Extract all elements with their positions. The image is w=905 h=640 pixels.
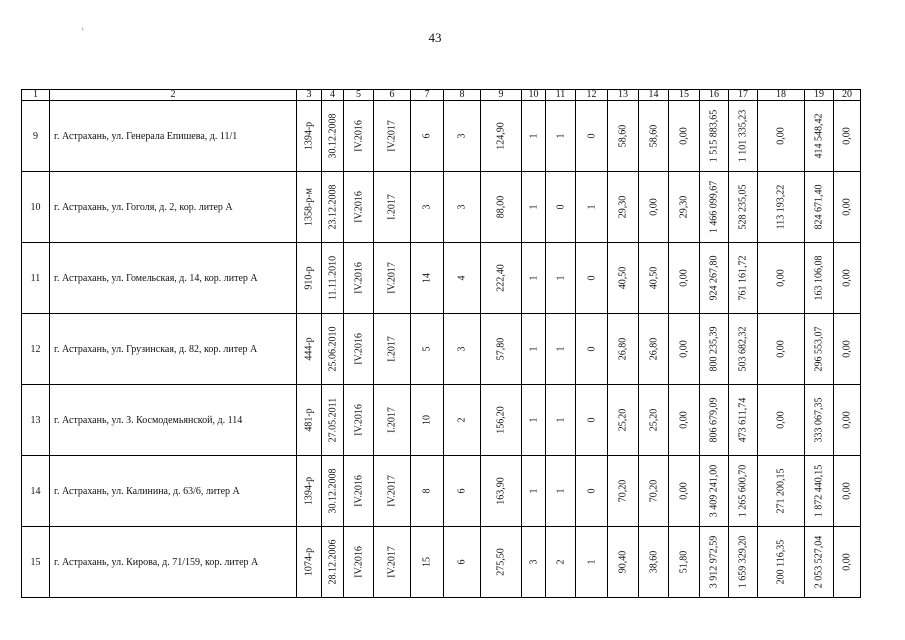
col-19-value: 414 548,42 <box>813 113 825 159</box>
column-header-18: 18 <box>758 90 805 101</box>
col-17-value: 503 682,32 <box>737 326 749 372</box>
col-15-cell <box>669 527 700 598</box>
column-header-11: 11 <box>546 90 576 101</box>
corner-mark: ᵗ <box>82 25 84 35</box>
col-15-value: 0,00 <box>678 269 690 287</box>
col-17-value: 528 235,05 <box>737 184 749 230</box>
col-7-cell <box>411 385 444 456</box>
start-period-value: IV.2016 <box>353 404 364 436</box>
col-18-value: 0,00 <box>775 269 787 287</box>
document-date-cell <box>322 243 344 314</box>
col-20-cell <box>834 527 861 598</box>
column-header-9: 9 <box>481 90 522 101</box>
col-12-value: 0 <box>586 417 597 423</box>
col-15-value: 51,80 <box>678 550 690 574</box>
col-9-value: 275,50 <box>495 548 507 576</box>
col-18-value: 113 193,22 <box>775 184 787 230</box>
end-period-cell <box>374 385 411 456</box>
col-10-value: 1 <box>528 133 539 139</box>
col-13-cell <box>608 172 639 243</box>
col-13-value: 58,60 <box>617 124 629 148</box>
document-date-value: 27.05.2011 <box>327 397 338 443</box>
col-7-value: 6 <box>421 133 433 139</box>
end-period-cell <box>374 456 411 527</box>
address-cell: г. Астрахань, ул. Кирова, д. 71/159, кор. литер А <box>50 527 297 598</box>
col-15-value: 0,00 <box>678 340 690 358</box>
col-9-value: 156,20 <box>495 406 507 434</box>
col-19-value: 824 671,40 <box>813 184 825 230</box>
col-11-cell <box>546 314 576 385</box>
col-9-value: 163,90 <box>495 477 507 505</box>
col-20-value: 0,00 <box>841 553 853 571</box>
col-9-value: 57,80 <box>495 337 507 361</box>
col-13-value: 70,20 <box>617 479 629 503</box>
col-13-cell <box>608 243 639 314</box>
col-12-cell <box>576 385 608 456</box>
col-18-cell <box>758 385 805 456</box>
column-header-20: 20 <box>834 90 861 101</box>
col-15-value: 0,00 <box>678 482 690 500</box>
col-12-value: 0 <box>586 346 597 352</box>
end-period-cell <box>374 172 411 243</box>
col-10-value: 1 <box>528 346 539 352</box>
col-20-cell <box>834 385 861 456</box>
col-9-value: 88,00 <box>495 195 507 219</box>
document-date-value: 25.06.2010 <box>327 326 338 372</box>
col-18-cell <box>758 314 805 385</box>
col-9-cell <box>481 314 522 385</box>
col-16-cell <box>700 385 729 456</box>
start-period-cell <box>344 314 374 385</box>
end-period-cell <box>374 101 411 172</box>
document-date-cell <box>322 101 344 172</box>
col-10-value: 1 <box>528 417 539 423</box>
col-17-cell <box>729 243 758 314</box>
document-number-value: 444-р <box>303 337 315 361</box>
col-18-cell <box>758 527 805 598</box>
col-9-value: 222,40 <box>495 264 507 292</box>
column-header-19: 19 <box>805 90 834 101</box>
col-8-value: 6 <box>456 559 468 565</box>
col-14-cell <box>639 385 669 456</box>
column-header-10: 10 <box>522 90 546 101</box>
col-17-cell <box>729 385 758 456</box>
col-16-cell <box>700 243 729 314</box>
col-10-cell <box>522 172 546 243</box>
col-12-value: 0 <box>586 133 597 139</box>
col-11-cell <box>546 172 576 243</box>
row-number-cell: 11 <box>22 243 50 314</box>
column-header-13: 13 <box>608 90 639 101</box>
col-11-cell <box>546 527 576 598</box>
col-7-value: 3 <box>421 204 433 210</box>
end-period-value: IV.2017 <box>386 262 398 294</box>
col-10-value: 3 <box>528 559 539 565</box>
col-19-value: 333 067,35 <box>813 397 825 443</box>
column-header-3: 3 <box>297 90 322 101</box>
document-number-cell <box>297 314 322 385</box>
col-14-value: 70,20 <box>648 479 659 503</box>
col-15-cell <box>669 172 700 243</box>
col-12-cell <box>576 456 608 527</box>
table-row <box>22 456 861 527</box>
document-number-value: 1394-р <box>303 121 315 151</box>
column-header-5: 5 <box>344 90 374 101</box>
register-table <box>21 89 861 598</box>
col-8-value: 3 <box>456 133 468 139</box>
end-period-cell <box>374 527 411 598</box>
col-10-cell <box>522 456 546 527</box>
col-14-cell <box>639 456 669 527</box>
col-13-cell <box>608 314 639 385</box>
end-period-value: IV.2017 <box>386 120 398 152</box>
col-17-value: 473 611,74 <box>737 397 749 443</box>
col-11-value: 1 <box>555 488 566 494</box>
col-7-value: 14 <box>421 273 433 283</box>
col-18-value: 0,00 <box>775 411 787 429</box>
document-number-cell <box>297 101 322 172</box>
col-12-value: 0 <box>586 488 597 494</box>
col-8-cell <box>444 527 481 598</box>
col-19-cell <box>805 101 834 172</box>
col-14-value: 38,60 <box>648 550 659 574</box>
col-15-value: 29,30 <box>678 195 690 219</box>
col-16-cell <box>700 314 729 385</box>
document-date-cell <box>322 456 344 527</box>
document-date-cell <box>322 172 344 243</box>
col-19-cell <box>805 314 834 385</box>
col-10-cell <box>522 314 546 385</box>
document-date-value: 23.12.2008 <box>327 184 338 230</box>
col-11-value: 1 <box>555 133 566 139</box>
col-17-cell <box>729 314 758 385</box>
column-header-17: 17 <box>729 90 758 101</box>
col-11-cell <box>546 243 576 314</box>
col-8-value: 3 <box>456 204 468 210</box>
col-9-cell <box>481 243 522 314</box>
address-cell: г. Астрахань, ул. Генерала Епишева, д. 11/1 <box>50 101 297 172</box>
col-20-value: 0,00 <box>841 198 853 216</box>
column-header-15: 15 <box>669 90 700 101</box>
col-9-cell <box>481 527 522 598</box>
col-20-cell <box>834 314 861 385</box>
col-15-cell <box>669 456 700 527</box>
start-period-cell <box>344 527 374 598</box>
column-header-16: 16 <box>700 90 729 101</box>
col-11-value: 0 <box>555 204 566 210</box>
col-16-value: 3 912 972,59 <box>708 535 720 589</box>
col-13-value: 40,50 <box>617 266 629 290</box>
col-16-value: 800 235,39 <box>708 326 720 372</box>
document-number-value: 910-р <box>303 266 315 290</box>
column-header-4: 4 <box>322 90 344 101</box>
col-18-cell <box>758 172 805 243</box>
col-14-cell <box>639 314 669 385</box>
document-number-value: 481-р <box>303 408 315 432</box>
col-16-value: 1 466 099,67 <box>708 180 720 234</box>
col-14-cell <box>639 172 669 243</box>
start-period-cell <box>344 385 374 456</box>
col-7-value: 10 <box>421 415 433 425</box>
col-14-cell <box>639 101 669 172</box>
col-20-cell <box>834 101 861 172</box>
row-number-cell: 10 <box>22 172 50 243</box>
col-20-value: 0,00 <box>841 482 853 500</box>
document-date-cell <box>322 314 344 385</box>
col-16-value: 924 267,80 <box>708 255 720 301</box>
col-16-cell <box>700 101 729 172</box>
start-period-cell <box>344 101 374 172</box>
document-number-cell <box>297 527 322 598</box>
column-header-12: 12 <box>576 90 608 101</box>
table-row <box>22 314 861 385</box>
document-date-cell <box>322 527 344 598</box>
col-11-value: 1 <box>555 417 566 423</box>
col-9-cell <box>481 385 522 456</box>
col-12-value: 0 <box>586 275 597 281</box>
col-9-value: 124,90 <box>495 122 507 150</box>
end-period-value: IV.2017 <box>386 475 398 507</box>
col-11-value: 2 <box>555 559 566 565</box>
col-12-value: 1 <box>586 559 597 565</box>
col-19-cell <box>805 527 834 598</box>
col-16-value: 806 679,09 <box>708 397 720 443</box>
col-17-value: 1 101 335,23 <box>737 109 749 163</box>
column-header-1: 1 <box>22 90 50 101</box>
col-7-cell <box>411 314 444 385</box>
row-number-cell: 9 <box>22 101 50 172</box>
col-7-value: 8 <box>421 488 433 494</box>
col-18-value: 0,00 <box>775 127 787 145</box>
document-date-value: 30.12.2008 <box>327 113 338 159</box>
col-19-cell <box>805 172 834 243</box>
col-19-cell <box>805 243 834 314</box>
col-18-cell <box>758 101 805 172</box>
col-11-value: 1 <box>555 346 566 352</box>
column-header-14: 14 <box>639 90 669 101</box>
col-20-value: 0,00 <box>841 127 853 145</box>
col-13-value: 29,30 <box>617 195 629 219</box>
col-17-value: 761 161,72 <box>737 255 749 301</box>
address-cell: г. Астрахань, ул. Калинина, д. 63/6, литер А <box>50 456 297 527</box>
row-number-cell: 13 <box>22 385 50 456</box>
col-17-cell <box>729 456 758 527</box>
col-17-cell <box>729 101 758 172</box>
col-7-cell <box>411 527 444 598</box>
col-8-value: 2 <box>456 417 468 423</box>
col-12-cell <box>576 101 608 172</box>
col-15-cell <box>669 385 700 456</box>
document-date-value: 30.12.2008 <box>327 468 338 514</box>
col-8-value: 3 <box>456 346 468 352</box>
col-20-cell <box>834 456 861 527</box>
col-10-cell <box>522 527 546 598</box>
col-17-cell <box>729 172 758 243</box>
col-8-value: 6 <box>456 488 468 494</box>
col-13-cell <box>608 527 639 598</box>
col-8-cell <box>444 385 481 456</box>
col-12-cell <box>576 172 608 243</box>
end-period-value: I.2017 <box>386 407 398 433</box>
col-7-cell <box>411 101 444 172</box>
col-9-cell <box>481 101 522 172</box>
start-period-cell <box>344 172 374 243</box>
col-9-cell <box>481 172 522 243</box>
col-13-value: 25,20 <box>617 408 629 432</box>
address-cell: г. Астрахань, ул. Гомельская, д. 14, кор. литер А <box>50 243 297 314</box>
col-18-value: 0,00 <box>775 340 787 358</box>
document-number-cell <box>297 172 322 243</box>
document-number-cell <box>297 243 322 314</box>
col-7-cell <box>411 172 444 243</box>
col-14-value: 0,00 <box>648 198 659 216</box>
col-19-value: 163 106,08 <box>813 255 825 301</box>
col-10-cell <box>522 385 546 456</box>
col-8-cell <box>444 243 481 314</box>
col-15-cell <box>669 101 700 172</box>
col-8-cell <box>444 172 481 243</box>
col-11-cell <box>546 101 576 172</box>
col-19-cell <box>805 385 834 456</box>
col-20-value: 0,00 <box>841 340 853 358</box>
col-12-cell <box>576 527 608 598</box>
start-period-value: IV.2016 <box>353 262 364 294</box>
start-period-value: IV.2016 <box>353 333 364 365</box>
end-period-value: I.2017 <box>386 336 398 362</box>
header-row <box>22 90 861 101</box>
col-16-value: 1 515 883,65 <box>708 109 720 163</box>
column-header-2: 2 <box>50 90 297 101</box>
col-12-cell <box>576 314 608 385</box>
start-period-value: IV.2016 <box>353 120 364 152</box>
col-10-value: 1 <box>528 204 539 210</box>
col-12-cell <box>576 243 608 314</box>
col-14-value: 25,20 <box>648 408 659 432</box>
end-period-cell <box>374 243 411 314</box>
col-19-value: 1 872 440,15 <box>813 464 825 518</box>
end-period-cell <box>374 314 411 385</box>
col-11-cell <box>546 456 576 527</box>
address-cell: г. Астрахань, ул. З. Космодемьянской, д. 114 <box>50 385 297 456</box>
col-10-cell <box>522 101 546 172</box>
col-7-value: 5 <box>421 346 433 352</box>
col-19-value: 2 053 527,04 <box>813 535 825 589</box>
document-number-value: 1394-р <box>303 476 315 506</box>
start-period-value: IV.2016 <box>353 191 364 223</box>
col-7-cell <box>411 243 444 314</box>
col-8-value: 4 <box>456 275 468 281</box>
col-18-cell <box>758 243 805 314</box>
table-row <box>22 172 861 243</box>
start-period-cell <box>344 456 374 527</box>
col-11-value: 1 <box>555 275 566 281</box>
col-17-value: 1 265 600,70 <box>737 464 749 518</box>
col-10-value: 1 <box>528 488 539 494</box>
start-period-cell <box>344 243 374 314</box>
end-period-value: I.2017 <box>386 194 398 220</box>
table-row <box>22 527 861 598</box>
col-7-cell <box>411 456 444 527</box>
col-20-value: 0,00 <box>841 269 853 287</box>
col-18-cell <box>758 456 805 527</box>
page-number: 43 <box>428 30 442 45</box>
col-7-value: 15 <box>421 557 433 567</box>
col-8-cell <box>444 456 481 527</box>
table-row <box>22 385 861 456</box>
column-header-6: 6 <box>374 90 411 101</box>
col-17-value: 1 659 329,20 <box>737 535 749 589</box>
col-14-value: 26,80 <box>648 337 659 361</box>
col-14-cell <box>639 527 669 598</box>
col-13-cell <box>608 385 639 456</box>
col-15-value: 0,00 <box>678 127 690 145</box>
document-number-cell <box>297 385 322 456</box>
col-14-value: 40,50 <box>648 266 659 290</box>
col-13-value: 26,80 <box>617 337 629 361</box>
col-13-value: 90,40 <box>617 550 629 574</box>
col-15-value: 0,00 <box>678 411 690 429</box>
address-cell: г. Астрахань, ул. Грузинская, д. 82, кор. литер А <box>50 314 297 385</box>
table-row <box>22 101 861 172</box>
end-period-value: IV.2017 <box>386 546 398 578</box>
document-date-cell <box>322 385 344 456</box>
col-18-value: 200 116,35 <box>775 539 787 585</box>
col-8-cell <box>444 101 481 172</box>
col-20-value: 0,00 <box>841 411 853 429</box>
table-row <box>22 243 861 314</box>
col-17-cell <box>729 527 758 598</box>
document-number-value: 1074-р <box>303 547 315 577</box>
col-13-cell <box>608 101 639 172</box>
col-11-cell <box>546 385 576 456</box>
column-header-7: 7 <box>411 90 444 101</box>
col-19-cell <box>805 456 834 527</box>
document-number-cell <box>297 456 322 527</box>
col-16-value: 3 409 241,00 <box>708 464 720 518</box>
col-19-value: 296 553,07 <box>813 326 825 372</box>
col-20-cell <box>834 172 861 243</box>
row-number-cell: 12 <box>22 314 50 385</box>
col-14-value: 58,60 <box>648 124 659 148</box>
col-15-cell <box>669 243 700 314</box>
col-10-cell <box>522 243 546 314</box>
col-18-value: 271 200,15 <box>775 468 787 514</box>
col-16-cell <box>700 456 729 527</box>
col-8-cell <box>444 314 481 385</box>
col-12-value: 1 <box>586 204 597 210</box>
address-cell: г. Астрахань, ул. Гоголя, д. 2, кор. литер А <box>50 172 297 243</box>
col-9-cell <box>481 456 522 527</box>
column-header-8: 8 <box>444 90 481 101</box>
col-20-cell <box>834 243 861 314</box>
document-date-value: 28.12.2006 <box>327 539 338 585</box>
row-number-cell: 14 <box>22 456 50 527</box>
col-16-cell <box>700 527 729 598</box>
col-16-cell <box>700 172 729 243</box>
col-13-cell <box>608 456 639 527</box>
col-10-value: 1 <box>528 275 539 281</box>
col-14-cell <box>639 243 669 314</box>
document-number-value: 1358-р-м <box>303 188 315 226</box>
row-number-cell: 15 <box>22 527 50 598</box>
start-period-value: IV.2016 <box>353 546 364 578</box>
col-15-cell <box>669 314 700 385</box>
start-period-value: IV.2016 <box>353 475 364 507</box>
document-date-value: 11.11.2010 <box>327 255 338 301</box>
